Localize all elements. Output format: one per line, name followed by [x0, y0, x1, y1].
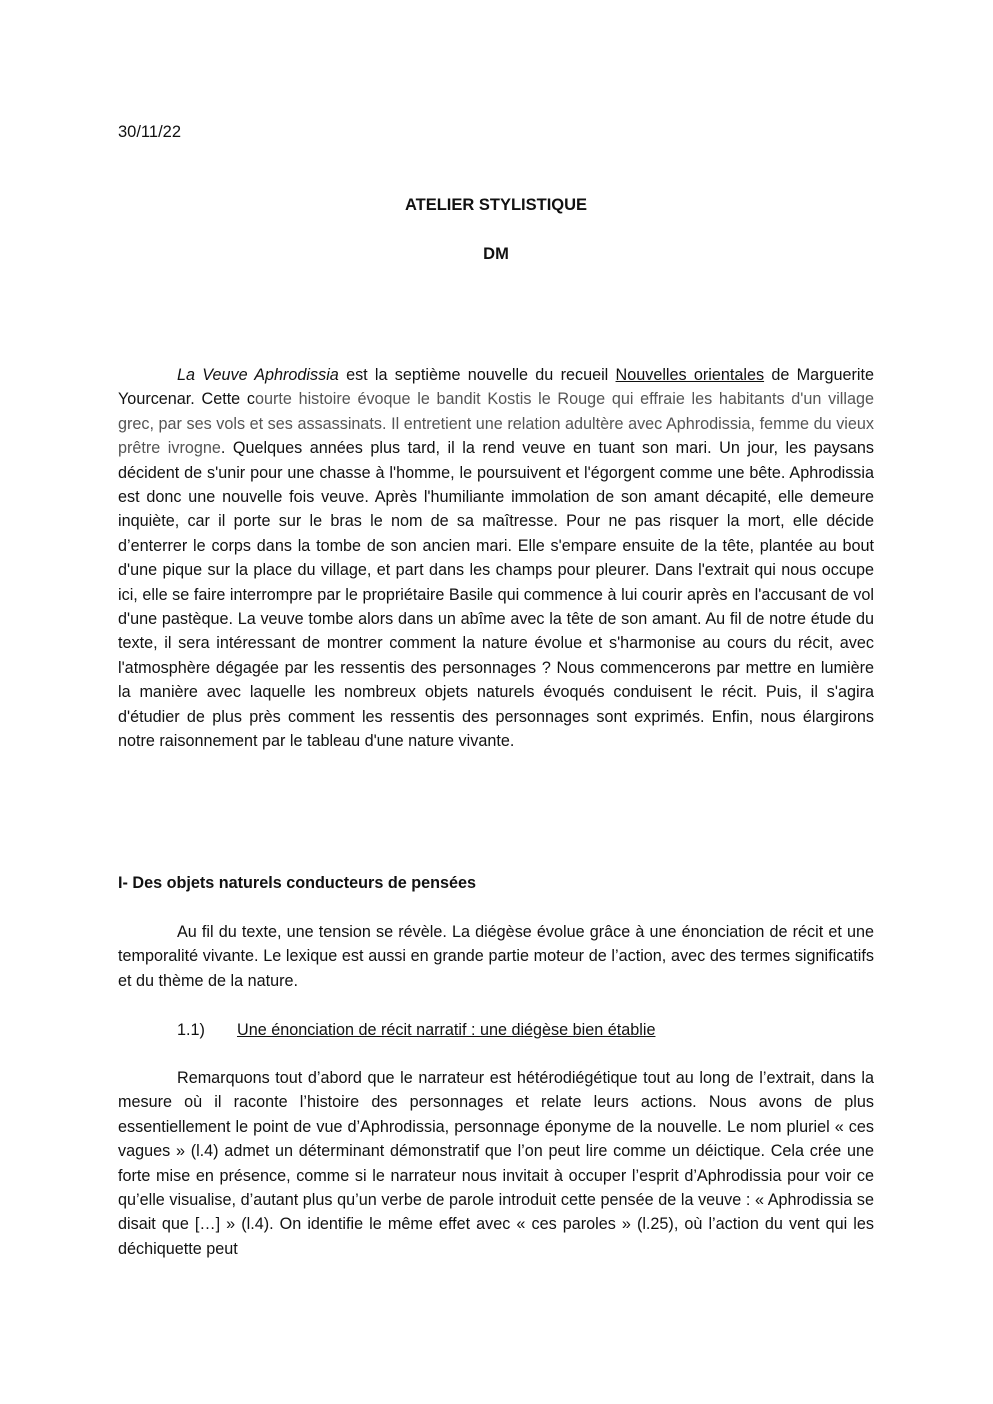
intro-text-grey: ourte histoire évoque le bandit Kostis le Rouge qui effraie les habitants d'un village grec, par ses vols et ses assassinats. Il entretient une relation adultère avec Aphrodissia, femme du vieux prêtre ivrogne	[118, 390, 874, 458]
document-subtitle: DM	[483, 245, 509, 263]
section-heading: I- Des objets naturels conducteurs de pensées	[118, 874, 477, 892]
section-paragraph: Au fil du texte, une tension se révèle. La diégèse évolue grâce à une énonciation de récit et une temporalité vivante. Le lexique est aussi en grande partie moteur de l’action, avec des termes significatifs et du thème de la nature.	[118, 923, 874, 990]
book-title: La Veuve Aphrodissia	[177, 366, 339, 384]
intro-text-b: de Marguerite Yourcenar. Cette c	[118, 366, 874, 409]
document-page	[118, 0, 874, 1404]
document-title: ATELIER STYLISTIQUE	[404, 196, 588, 214]
intro-text-c: . Quelques années plus tard, il la rend veuve en tuant son mari. Un jour, les paysans décident de s'unir pour une chasse à l'homme, le poursuivent et l'égorgent comme une bête. Aphrodissia est donc une nouvelle fois veuve. Après l'humiliante immolation de son amant décapité, elle demeure inquiète, car il porte sur le bras le nom de sa maîtresse. Pour ne pas risquer la mort, elle décide d’enterrer le corps dans la tombe de son ancien mari. Elle s'empare ensuite de la tête, plantée au bout d'une pique sur la place du village, et part dans les champs pour pleurer. Dans l'extrait qui nous occupe ici, elle se faire interrompre par le propriétaire Basile qui commence à lui courir après en l'accusant de vol d'une pastèque. La veuve tombe alors dans un abîme avec la tête de son amant. Au fil de notre étude du texte, il sera intéressant de montrer comment la nature évolue et s'harmonise au cours du récit, avec l'atmosphère dégagée par les ressentis des personnages ? Nous commencerons par mettre en lumière la manière avec laquelle les nombreux objets naturels évoqués conduisent le récit. Puis, il s'agira d'étudier de plus près comment les ressentis des personnages sont exprimés. Enfin, nous élargirons notre raisonnement par le tableau d'une nature vivante.	[118, 439, 874, 751]
intro-text-a: est la septième nouvelle du recueil	[338, 366, 616, 384]
collection-title: Nouvelles orientales	[615, 366, 765, 384]
subsection-heading	[177, 1018, 655, 1042]
body-paragraph: Remarquons tout d’abord que le narrateur est hétérodiégétique tout au long de l’extrait, dans la mesure où il raconte l’histoire des personnages et relate leurs actions. Nous avons de plus essentiellement le point de vue d’Aphrodissia, personnage éponyme de la nouvelle. Le nom pluriel « ces vagues » (l.4) admet un déterminant démonstratif que l’on peut lire comme un déictique. Cela crée une forte mise en présence, comme si le narrateur nous invitait à occuper l’esprit d’Aphrodissia pour voir ce qu’elle visualise, d’autant plus qu’un verbe de parole introduit cette pensée de la veuve : « Aphrodissia se disait que […] » (l.4). On identifie le même effet avec « ces paroles » (l.25), où l’action du vent qui les déchiquette peut	[118, 1069, 874, 1258]
introduction-paragraph	[118, 363, 874, 754]
subsection-title: Une énonciation de récit narratif : une diégèse bien établie	[237, 1021, 656, 1039]
subsection-number: 1.1)	[177, 1021, 205, 1039]
document-date: 30/11/22	[118, 123, 182, 141]
